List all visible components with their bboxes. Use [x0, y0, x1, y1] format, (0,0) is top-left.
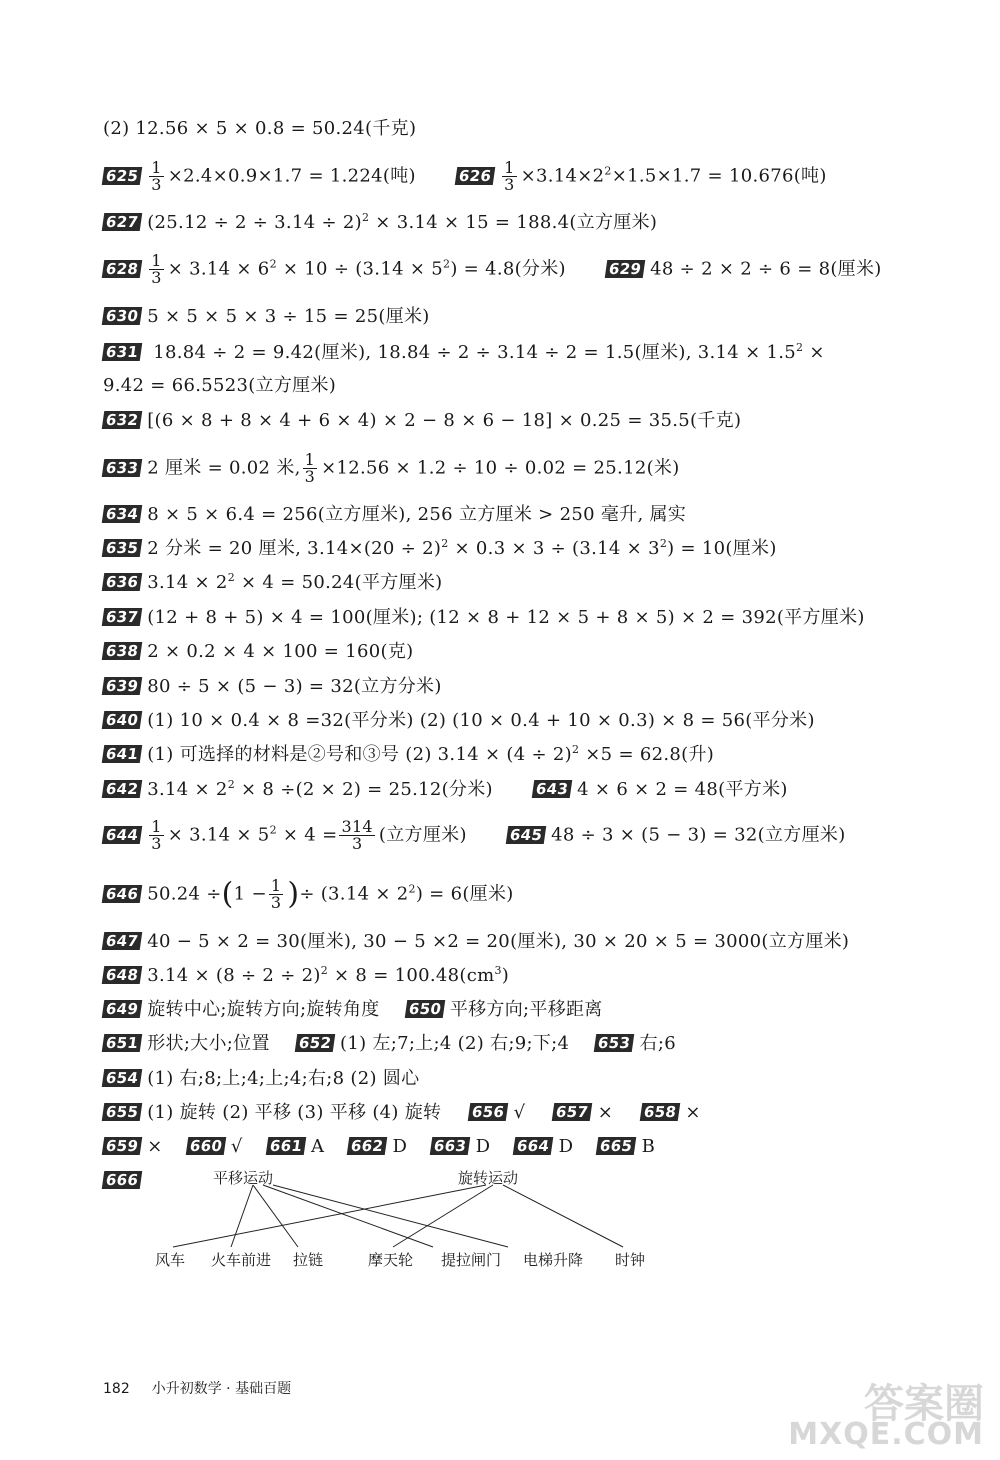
question-number: 656: [468, 1103, 509, 1121]
question-number: 650: [404, 1000, 445, 1018]
question-number: 651: [102, 1034, 143, 1052]
watermark-logo: 答案圈 MXQE.COM: [788, 1381, 984, 1452]
item-ferris-wheel: 摩天轮: [368, 1251, 414, 1269]
item-windmill: 风车: [155, 1251, 186, 1269]
label-translation: 平移运动: [213, 1169, 274, 1187]
question-number: 665: [596, 1137, 637, 1155]
answer-line-637: 637 (12 + 8 + 5) × 4 = 100(厘米); (12 × 8 + 12 × 5 + 8 × 5) × 2 = 392(平方厘米): [103, 607, 865, 629]
item-clock: 时钟: [615, 1251, 646, 1269]
question-number: 658: [640, 1103, 681, 1121]
answer-line-625-626: 625 $\frac{1}{3}$ ×2.4×0.9×1.7 = 1.224(吨) 626 $\frac{1}{3}$ $\times 3.14\times 2^2\times 1.5\times 1.7 = 10.676$(吨): [103, 160, 827, 193]
question-number: 663: [430, 1137, 471, 1155]
question-number: 637: [102, 608, 143, 626]
question-number: 664: [513, 1137, 554, 1155]
answer-line-644-645: 644 $\frac{1}{3}$ × $3.14 \times 5^2 \times 4$ = $\frac{314}{3}$ (立方厘米) 645 48 ÷ 3 × (5 − 3) = 32(立方厘米): [103, 819, 846, 852]
fraction: $\frac{1}{3}$: [270, 876, 282, 912]
answer-line-631-cont: 9.42 = 66.5523(立方厘米): [103, 375, 337, 396]
question-number: 659: [102, 1137, 143, 1155]
question-number: 652: [295, 1034, 336, 1052]
fraction: $\frac{1}{3}$: [151, 817, 162, 853]
fraction: $\frac{314}{3}$: [341, 817, 373, 853]
answer-line-647: 647 40 − 5 × 2 = 30(厘米), 30 − 5 ×2 = 20(厘米), 30 × 20 × 5 = 3000(立方厘米): [103, 931, 849, 953]
connector-line: [503, 1185, 623, 1247]
connector-line: [273, 1185, 508, 1247]
item-zipper: 拉链: [293, 1251, 324, 1269]
question-number: 638: [102, 642, 143, 660]
question-number: 648: [102, 966, 143, 984]
answer-line-648: 648 $3.14 \times (8 \div 2 \div 2)^2 \times 8 = 100.48(cm^3)$: [103, 965, 509, 987]
answer-line-631: 631 18.84 ÷ 2 = 9.42(厘米), 18.84 ÷ 2 ÷ 3.14 ÷ 2 = 1.5(厘米), $3.14 \times 1.5^2$ ×: [103, 342, 825, 364]
question-number: 628: [102, 260, 143, 278]
connector-line: [173, 1185, 486, 1247]
question-number: 666: [102, 1171, 143, 1189]
question-number: 632: [102, 411, 143, 429]
item-elevator: 电梯升降: [523, 1251, 584, 1269]
question-number: 647: [102, 932, 143, 950]
fraction: $\frac{1}{3}$: [304, 450, 316, 486]
question-number: 636: [102, 573, 143, 591]
fraction: $\frac{1}{3}$: [151, 251, 162, 287]
answer-line-627: 627 $(25.12 \div 2 \div 3.14 \div 2)^2 \times 3.14 \times 15 = 188.4$(立方厘米): [103, 212, 657, 234]
label-rotation: 旋转运动: [458, 1169, 519, 1187]
answer-line-640: 640 (1) 10 × 0.4 × 8 =32(平分米) (2) (10 × 0.4 + 10 × 0.3) × 8 = 56(平分米): [103, 710, 815, 732]
answer-line-659-665: 659 × 660 √ 661 A 662 D 663 D 664 D 665 B: [103, 1136, 655, 1158]
question-number: 642: [102, 780, 143, 798]
fraction: $\frac{1}{3}$: [151, 158, 162, 194]
fraction: $\frac{1}{3}$: [504, 158, 515, 194]
answer-line-654: 654 (1) 右;8;上;4;上;4;右;8 (2) 圆心: [103, 1068, 419, 1090]
answer-line-651-653: 651 形状;大小;位置 652 (1) 左;7;上;4 (2) 右;9;下;4 653 右;6: [103, 1033, 676, 1055]
page-footer: [103, 1378, 291, 1398]
answer-line-642-643: 642 $3.14 \times 2^2 \times 8 \div(2 \times 2) = 25.12$(分米) 643 4 × 6 × 2 = 48(平方米): [103, 779, 788, 801]
question-number: 639: [102, 677, 143, 695]
connector-line: [393, 1185, 493, 1247]
question-number: 641: [102, 745, 143, 763]
question-number: 660: [185, 1137, 226, 1155]
answer-line-639: 639 80 ÷ 5 × (5 − 3) = 32(立方分米): [103, 676, 442, 698]
answer-line-634: 634 8 × 5 × 6.4 = 256(立方厘米), 256 立方厘米 > 250 毫升, 属实: [103, 504, 686, 526]
answer-line-628-629: 628 $\frac{1}{3}$ × $3.14 \times 6^2 \times 10 \div (3.14 \times 5^2) = 4.8$(分米) 629 48 ÷ 2 × 2 ÷ 6 = 8(厘米): [103, 253, 882, 286]
question-number: 627: [102, 213, 143, 231]
question-number: 630: [102, 307, 143, 325]
answer-line: (2) 12.56 × 5 × 0.8 = 50.24(千克): [103, 118, 417, 139]
question-number: 631: [102, 343, 143, 361]
question-number: 662: [347, 1137, 388, 1155]
question-number: 653: [594, 1034, 635, 1052]
question-number: 644: [102, 826, 143, 844]
question-number: 657: [552, 1103, 593, 1121]
question-number: 643: [532, 780, 573, 798]
connector-line: [231, 1185, 253, 1247]
question-number: 654: [102, 1069, 143, 1087]
answer-line-633: 633 2 厘米 = 0.02 米, $\frac{1}{3}$ ×12.56 × 1.2 ÷ 10 ÷ 0.02 = 25.12(米): [103, 452, 680, 485]
answer-line-636: 636 $3.14 \times 2^2 \times 4 = 50.24$(平方厘米): [103, 572, 442, 594]
question-number: 625: [102, 167, 143, 185]
item-gate: 提拉闸门: [441, 1251, 502, 1269]
question-number: 635: [102, 539, 143, 557]
question-number: 661: [265, 1137, 306, 1155]
answer-line-632: 632 [(6 × 8 + 8 × 4 + 6 × 4) × 2 − 8 × 6 − 18] × 0.25 = 35.5(千克): [103, 410, 741, 432]
answer-line-641: 641 (1) 可选择的材料是②号和③号 (2) $3.14 \times (4 \div 2)^2 \times 5 = 62.8$(升): [103, 744, 714, 766]
question-number: 645: [506, 826, 547, 844]
matching-diagram: [103, 1165, 723, 1275]
question-number: 655: [102, 1103, 143, 1121]
page-number: 182: [103, 1381, 130, 1397]
question-number: 649: [102, 1000, 143, 1018]
item-train: 火车前进: [211, 1251, 272, 1269]
question-number: 640: [102, 711, 143, 729]
connector-line: [253, 1185, 298, 1247]
answer-line-630: 630 5 × 5 × 5 × 3 ÷ 15 = 25(厘米): [103, 306, 430, 328]
answer-line-635: 635 2 分米 = 20 厘米, $3.14\times(20 \div 2)^2 \times 0.3 \times 3 \div (3.14 \times 3^2) = 10$(厘米): [103, 538, 777, 560]
question-number: 634: [102, 505, 143, 523]
answer-line-646: 646 50.24 ÷(1 − $\frac{1}{3}$ )÷ $(3.14 \times 2^2) = 6$(厘米): [103, 878, 514, 911]
question-number: 626: [455, 167, 496, 185]
question-number: 629: [605, 260, 646, 278]
answer-line-638: 638 2 × 0.2 × 4 × 100 = 160(克): [103, 641, 413, 663]
question-number: 646: [102, 885, 143, 903]
book-title: 小升初数学 · 基础百题: [151, 1381, 292, 1397]
question-number: 633: [102, 459, 143, 477]
answer-line-655-658: 655 (1) 旋转 (2) 平移 (3) 平移 (4) 旋转 656 √ 657 × 658 ×: [103, 1102, 701, 1124]
answer-line-649-650: 649 旋转中心;旋转方向;旋转角度 650 平移方向;平移距离: [103, 999, 603, 1021]
